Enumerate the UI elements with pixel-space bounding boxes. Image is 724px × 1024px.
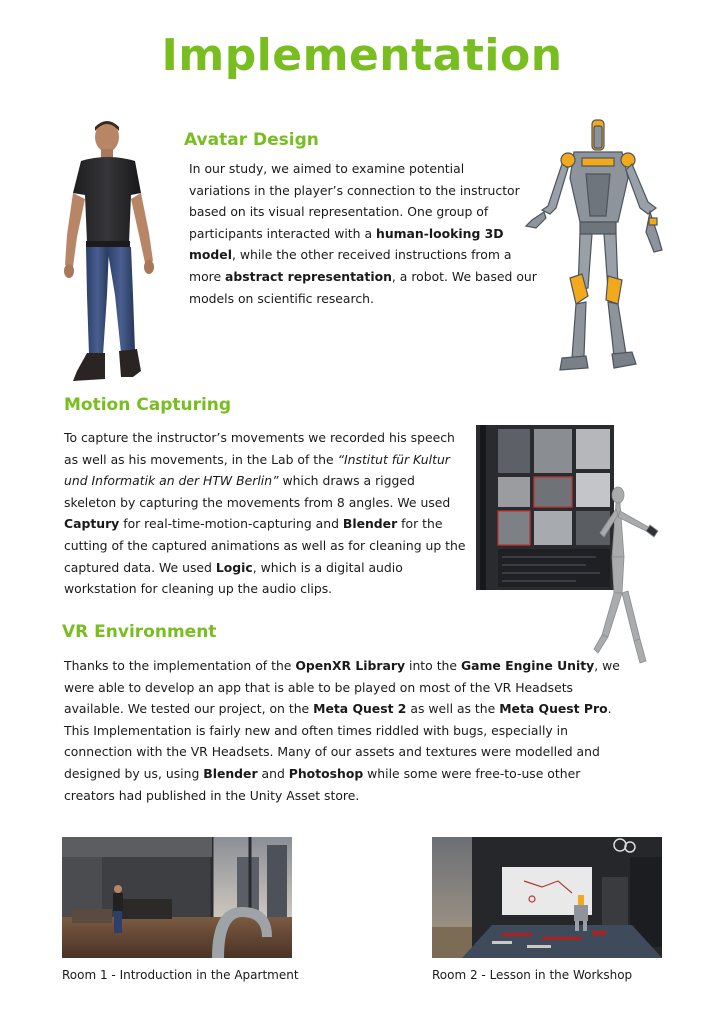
- vr-environment-heading: VR Environment: [62, 622, 217, 642]
- bold-term: Blender: [203, 765, 258, 781]
- text-line: cutting of the captured animations as well as for cleaning up the: [64, 537, 466, 553]
- room-2-workshop-image: [432, 837, 662, 958]
- text-line: connection with the VR Headsets. Many of our assets and textures were modelled and: [64, 744, 600, 760]
- text-line: To capture the instructor’s movements we recorded his speech: [64, 430, 455, 445]
- text-line: workstation for cleaning up the audio clips.: [64, 581, 333, 597]
- bold-term: Meta Quest Pro: [499, 701, 608, 717]
- text-line: available. We tested our project, on the Meta Quest 2 as well as the Meta Quest Pro.: [64, 701, 612, 717]
- avatar-design-heading: Avatar Design: [184, 130, 319, 150]
- text-line: designed by us, using Blender and Photoshop while some were free-to-use other: [64, 765, 581, 781]
- bold-term: Photoshop: [288, 765, 364, 781]
- text-line: Captury for real-time-motion-capturing and Blender for the: [64, 516, 443, 532]
- robot-avatar-image: [522, 118, 672, 388]
- text-line: This Implementation is fairly new and often times riddled with bugs, especially in: [64, 722, 568, 738]
- text-line: skeleton by capturing the movements from 8 angles. We used: [64, 494, 451, 510]
- bold-term: abstract representation: [225, 268, 392, 284]
- avatar-design-text: [189, 158, 537, 309]
- text-line: participants interacted with a human-looking 3D: [189, 225, 504, 241]
- text-line: based on its visual representation. One group of: [189, 204, 489, 220]
- motion-capture-photo: [476, 425, 666, 665]
- bold-term: Captury: [64, 516, 120, 532]
- text-line: und Informatik an der HTW Berlin” which draws a rigged: [64, 473, 415, 489]
- room-1-caption: Room 1 - Introduction in the Apartment: [62, 968, 299, 982]
- text-line: models on scientific research.: [189, 290, 374, 306]
- italic-term: “Institut für Kultur: [337, 451, 450, 467]
- text-line: captured data. We used Logic, which is a digital audio: [64, 559, 403, 575]
- motion-capturing-heading: Motion Capturing: [64, 395, 232, 415]
- text-line: In our study, we aimed to examine potential: [189, 161, 465, 176]
- human-avatar-image: [55, 115, 165, 385]
- text-line: Thanks to the implementation of the OpenXR Library into the Game Engine Unity, we: [64, 658, 620, 673]
- room-2-caption: Room 2 - Lesson in the Workshop: [432, 968, 633, 982]
- bold-term: OpenXR Library: [295, 658, 406, 673]
- text-line: creators had published in the Unity Asset store.: [64, 787, 360, 803]
- text-line: were able to develop an app that is able to be played on most of the VR Headsets: [64, 679, 574, 695]
- bold-term: Blender: [342, 516, 398, 532]
- text-line: model, while the other received instructions from a: [189, 247, 512, 263]
- text-line: as well as his movements, in the Lab of the “Institut für Kultur: [64, 451, 450, 467]
- text-line: more abstract representation, a robot. We based our: [189, 268, 537, 284]
- bold-term: Logic: [215, 559, 253, 575]
- room-1-apartment-image: [62, 837, 292, 958]
- motion-capturing-text: [64, 427, 466, 600]
- italic-term: und Informatik an der HTW Berlin”: [64, 473, 279, 489]
- text-line: variations in the player’s connection to the instructor: [189, 182, 520, 198]
- bold-term: model: [189, 247, 232, 263]
- vr-environment-text: [64, 655, 620, 806]
- bold-term: Game Engine Unity: [460, 658, 595, 673]
- page-title: Implementation: [161, 30, 563, 81]
- bold-term: human-looking 3D: [376, 225, 504, 241]
- bold-term: Meta Quest 2: [313, 701, 407, 717]
